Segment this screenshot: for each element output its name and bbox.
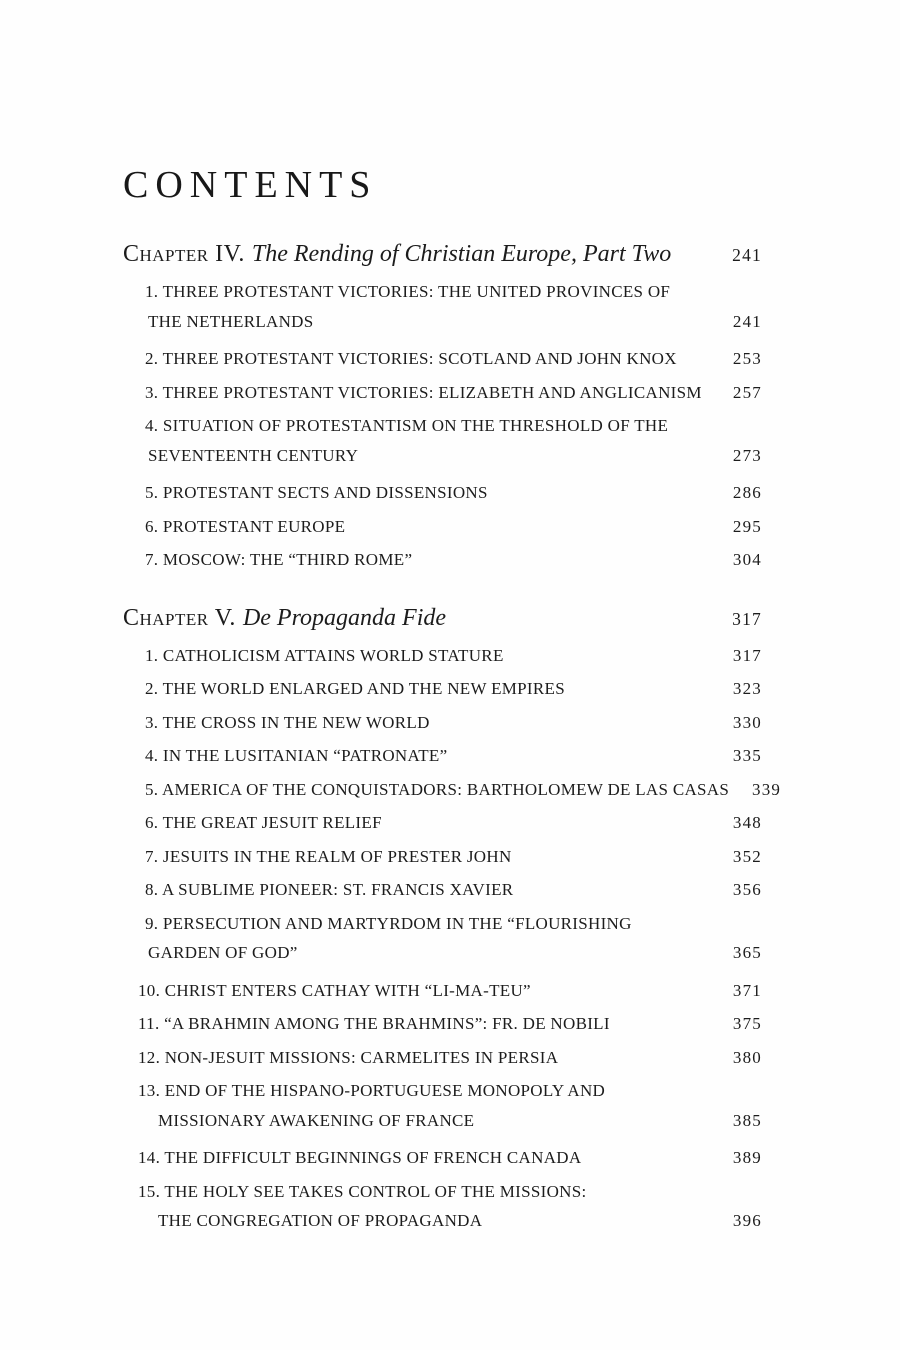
entry-line: 7. MOSCOW: THE “THIRD ROME” [145,550,413,569]
entry-text [138,1009,710,1039]
entry-page-number: 371 [732,980,762,1000]
entry-text [145,875,710,905]
toc-entry [145,708,762,738]
entry-text [145,378,710,408]
entry-text [145,277,710,336]
entry-page-number: 295 [732,516,762,536]
chapter-block [123,601,782,1236]
entry-page-number: 389 [732,1148,762,1167]
entry-page-number: 257 [732,382,762,402]
toc-entry [145,741,762,771]
toc-entry [145,411,762,470]
entry-line: 13. END OF THE HISPANO-PORTUGUESE MONOPOLY AND [138,1081,606,1100]
entry-text [145,775,729,805]
toc-entry [145,842,762,872]
entry-text [138,1177,710,1236]
chapter-heading-text [123,237,722,271]
entry-line: 9. PERSECUTION AND MARTYRDOM IN THE “FLOURISHING [145,913,632,933]
entry-text [145,674,710,704]
entry-line: 4. IN THE LUSITANIAN “PATRONATE” [145,746,448,765]
chapter-title: The Rending of Christian Europe, Part Two [251,241,672,267]
toc-entry [145,641,762,671]
entry-page-number: 339 [752,779,782,799]
entry-page-number: 253 [732,349,762,368]
chapter-label: Chapter V. [123,604,236,631]
toc-chapters [123,237,782,1236]
entry-line: 8. A SUBLIME PIONEER: ST. FRANCIS XAVIER [145,880,514,899]
toc-entry [145,344,762,374]
entry-text [145,411,710,470]
entry-page-number: 396 [732,1211,762,1230]
entry-page-number: 273 [732,445,762,465]
entry-text [145,641,710,671]
toc-entry [138,1076,762,1135]
entry-text [145,545,710,575]
entry-page-number: 385 [732,1110,762,1130]
entry-line-continuation: SEVENTEENTH CENTURY [148,445,359,465]
entry-line: 1. THREE PROTESTANT VICTORIES: THE UNITED PROVINCES OF [145,282,671,301]
entry-page-number: 330 [732,712,762,732]
entry-line: 5. AMERICA OF THE CONQUISTADORS: BARTHOLOMEW DE LAS CASAS [145,779,730,799]
entry-page-number: 241 [732,311,762,331]
chapter-heading-text [123,601,722,635]
entry-line: 6. PROTESTANT EUROPE [145,516,346,536]
entry-text [138,1143,710,1173]
entry-text [145,708,710,738]
chapter-items [123,641,782,1236]
entry-text [145,808,710,838]
toc-entry [145,909,762,968]
entry-text [145,478,710,508]
entry-page-number: 304 [732,550,762,569]
entry-text [145,512,710,542]
entry-line: 3. THE CROSS IN THE NEW WORLD [145,712,430,732]
entry-line: 6. THE GREAT JESUIT RELIEF [145,813,382,832]
entry-page-number: 317 [732,645,762,665]
entry-line: 14. THE DIFFICULT BEGINNINGS OF FRENCH CANADA [138,1148,582,1167]
entry-line: 11. “A BRAHMIN AMONG THE BRAHMINS”: FR. DE NOBILI [138,1014,610,1033]
entry-line: 5. PROTESTANT SECTS AND DISSENSIONS [145,483,488,502]
entry-line: 10. CHRIST ENTERS CATHAY WITH “LI-MA-TEU” [138,980,531,1000]
entry-page-number: 286 [732,483,762,502]
toc-entry [145,808,762,838]
entry-line: 2. THREE PROTESTANT VICTORIES: SCOTLAND AND JOHN KNOX [145,349,677,368]
chapter-page-number: 317 [732,608,762,629]
chapter-page-number: 241 [732,245,762,265]
toc-entry [138,1177,762,1236]
chapter-heading [123,237,762,272]
entry-page-number: 356 [732,880,762,899]
entry-line-continuation: THE CONGREGATION OF PROPAGANDA [158,1211,483,1230]
entry-text [138,1076,710,1135]
entry-text [145,842,710,872]
toc-entry [145,674,762,704]
entry-line: 15. THE HOLY SEE TAKES CONTROL OF THE MISSIONS: [138,1181,587,1201]
entry-page-number: 352 [732,846,762,866]
entry-line-continuation: GARDEN OF GOD” [148,943,298,962]
entry-line: 3. THREE PROTESTANT VICTORIES: ELIZABETH AND ANGLICANISM [145,382,702,402]
entry-page-number: 375 [732,1014,762,1033]
entry-page-number: 323 [732,679,762,698]
entry-line: 1. CATHOLICISM ATTAINS WORLD STATURE [145,645,504,665]
entry-line-continuation: THE NETHERLANDS [148,311,314,331]
page-title: CONTENTS [123,164,378,206]
entry-page-number: 380 [732,1047,762,1067]
entry-text [138,1043,710,1073]
chapter-title: De Propaganda Fide [242,604,447,631]
entry-line: 7. JESUITS IN THE REALM OF PRESTER JOHN [145,846,512,866]
entry-line-continuation: MISSIONARY AWAKENING OF FRANCE [158,1110,475,1130]
entry-line: 2. THE WORLD ENLARGED AND THE NEW EMPIRES [145,679,565,698]
toc-entry [145,378,762,408]
toc-entry [145,875,762,905]
entry-text [145,741,710,771]
toc-entry [145,775,782,805]
toc-entry [145,277,762,336]
entry-text [138,976,710,1006]
chapter-heading [123,601,762,636]
chapter-items [123,277,762,575]
entry-line: 4. SITUATION OF PROTESTANTISM ON THE THRESHOLD OF THE [145,416,669,435]
entry-page-number: 365 [732,943,762,962]
entry-page-number: 335 [732,746,762,765]
entry-text [145,344,710,374]
toc-entry [138,1009,762,1039]
chapter-block [123,237,762,575]
toc-entry [138,1143,762,1173]
entry-line: 12. NON-JESUIT MISSIONS: CARMELITES IN PERSIA [138,1047,559,1067]
toc-entry [138,976,762,1006]
toc-entry [138,1043,762,1073]
toc-entry [145,478,762,508]
toc-entry [145,512,762,542]
chapter-label: Chapter IV. [123,241,245,267]
entry-text [145,909,710,968]
toc-entry [145,545,762,575]
entry-page-number: 348 [732,813,762,832]
